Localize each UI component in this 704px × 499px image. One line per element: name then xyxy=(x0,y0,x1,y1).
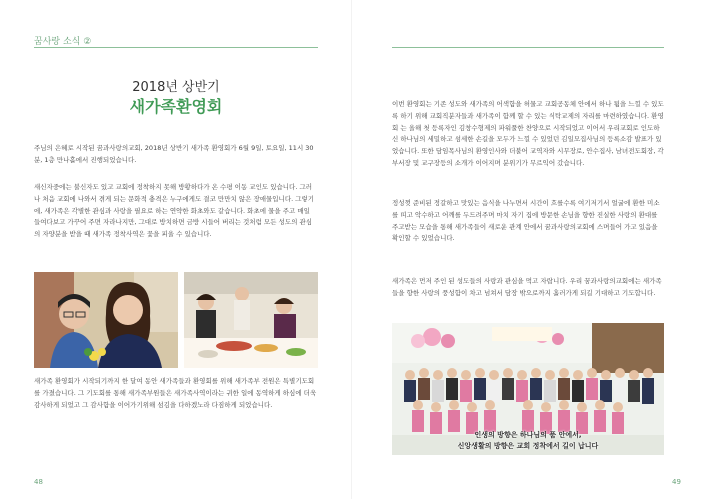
article-title xyxy=(34,80,318,118)
header-rule xyxy=(392,47,664,48)
photo-illustration xyxy=(34,272,178,368)
photo-illustration xyxy=(184,272,318,368)
title-line-1: 2018년 상반기 xyxy=(132,80,220,95)
body-paragraph-4: 정성껏 준비된 정갈하고 맛있는 음식을 나누면서 시간이 흐를수록 여기저기서 얼굴에 환한 미소를 띠고 악수하고 어깨를 두드려주며 마치 자기 집에 방문한 손님을 향한 진실한 사랑의 환대를 주고받는 모습을 통해 새가족들이 새로운 관계 안에서 꿈과사랑의교회에 스며들어 가고 있음을 확인할 수 있었습니다. xyxy=(392,199,660,243)
page-number: 49 xyxy=(672,478,681,486)
body-paragraph-2: 새가족 환영회가 시작되기까지 한 달여 동안 새가족들과 환영회를 위해 새가족부 전원은 특별기도회를 가졌습니다. 그 기도회를 통해 새가족부원들은 새가족사역이라는 귀한 일에 동역하게 하심에 더욱 감사하게 되었고 그 감사함을 이어가기위해 섬김을 다하겠노라 다짐하게 되었습니다. xyxy=(34,377,317,409)
caption-line-2: 신앙생활의 방향은 교회 정착에서 길이 납니다 xyxy=(457,442,599,450)
section-label: 꿈사랑 소식 ② xyxy=(34,37,92,47)
page-number: 48 xyxy=(34,478,43,486)
intro-paragraph: 주님의 은혜로 시작된 꿈과사랑의교회, 2018년 상반기 새가족 환영회가 6월 9일, 토요일, 11시 30분, 1층 만나홀에서 진행되었습니다. xyxy=(34,144,314,164)
caption-line-1: 인생의 방향은 하나님의 품 안에서, xyxy=(474,431,582,439)
body-paragraph-3: 이번 환영회는 기존 성도와 새가족의 어색함을 허물고 교회공동체 안에서 하나 됨을 느낄 수 있도록 하기 위해 교회직분자들과 새가족이 함께 할 수 있는 식탁교제의 자리를 마련하였습니다. 환영회 는 올해 첫 등록자인 김창수형제의 파워풀한 찬양으로 시작되었고 이어서 우리교회로 인도하신 하나님의 세밀하고 섬세한 손길을 모두가 느낄 수 있었던 김일모집사님의 등록소감 발표가 있었습니다. 또한 담임목사님의 환영인사와 더불어 교역자와 시무장로, 안수집사, 남녀전도회장, 각부서장 및 교구장등의 소개가 이어지며 분위기가 무르익어 갔습니다. xyxy=(392,100,664,167)
buffet-table-photo xyxy=(184,272,318,368)
body-paragraph-1: 새신자중에는 불신자도 있고 교회에 정착하지 못해 방황하다가 온 수평 이동 교인도 있습니다. 그러나 처음 교회에 나와서 겪게 되는 문화적 충격은 누구에게도 결코 만만치 않은 장애물입니다. 그렇기에, 새가족은 각별한 관심과 사랑을 필요로 하는 연약한 화초와도 같습니다. 화초에 물을 주고 매일 들여다보고 가꾸어 주면 자라나지만, 그대로 방치하면 금방 시들어 버리는 것처럼 모든 성도의 관심의 자양분을 받을 때 새가족 정착사역은 꽃을 피울 수 있습니다. xyxy=(34,183,315,239)
title-line-2: 새가족환영회 xyxy=(129,97,223,116)
header-rule xyxy=(34,47,318,48)
mother-and-son-photo xyxy=(34,272,178,368)
photo-caption xyxy=(392,430,664,452)
body-paragraph-5: 새가족은 먼저 주인 된 성도들의 사랑과 관심을 먹고 자랍니다. 우리 꿈과사랑의교회에는 새가족들을 향한 사랑의 풍성함이 차고 넘쳐서 담장 밖으로까지 흘러가게 되길 기대하고 기도합니다. xyxy=(392,277,662,297)
